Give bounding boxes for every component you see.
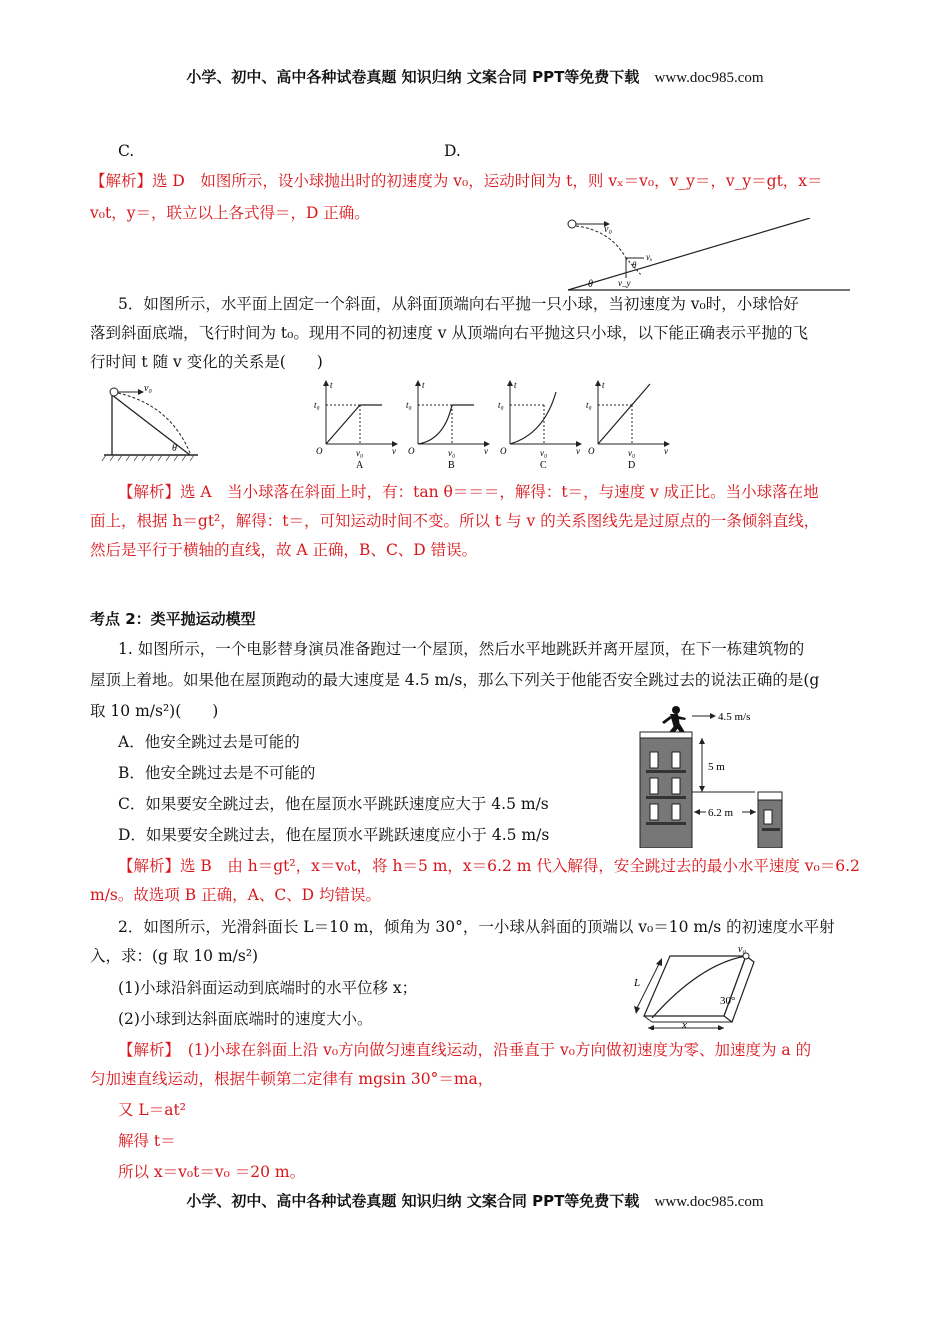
svg-text:v₀: v₀	[628, 448, 636, 458]
svg-text:t: t	[514, 380, 517, 390]
s2-q1-solution-line2: m/s。故选项 B 正确，A、C、D 均错误。	[90, 886, 382, 904]
s2-q1-option-c: C．如果要安全跳过去，他在屋顶水平跳跃速度应大于 4.5 m/s	[118, 795, 549, 813]
s2-q2-solution-line2: 匀加速直线运动，根据牛顿第二定律有 mgsin 30°＝ma，	[90, 1070, 494, 1088]
ball-icon	[568, 220, 576, 228]
graph-b	[406, 380, 490, 470]
angle-label: 30°	[720, 995, 736, 1007]
svg-text:t₀: t₀	[314, 400, 320, 410]
svg-text:t₀: t₀	[586, 400, 592, 410]
s2-q2-sub2: (2)小球到达斜面底端时的速度大小。	[118, 1010, 373, 1028]
svg-text:t₀: t₀	[498, 400, 504, 410]
q4-solution-line1: 【解析】选 D 如图所示，设小球抛出时的初速度为 v₀，运动时间为 t，则 vₓ＝v₀，v_y＝，v_y＝gt，x＝	[90, 172, 823, 190]
svg-text:v: v	[576, 446, 580, 456]
svg-text:O: O	[588, 446, 595, 456]
svg-text:v₀: v₀	[356, 448, 364, 458]
graph-d-label: D	[628, 460, 636, 470]
vx-label: vₓ	[646, 252, 653, 262]
L-label: L	[634, 977, 641, 989]
q5-graph-d	[584, 378, 684, 470]
page-footer	[0, 1190, 950, 1211]
svg-text:t: t	[330, 380, 333, 390]
inclined-plane-figure	[620, 942, 760, 1030]
q5-line2: 落到斜面底端，飞行时间为 t₀。现用不同的初速度 v 从顶端向右平抛这只小球，以下能正确表示平抛的飞	[90, 324, 808, 342]
s2-q2-solution-line5: 所以 x＝v₀t＝v₀ ＝20 m。	[118, 1163, 306, 1181]
s2-q1-solution-line1: 【解析】选 B 由 h＝gt²，x＝v₀t，将 h＝5 m，x＝6.2 m 代入解得，安全跳过去的最小水平速度 v₀＝6.2	[118, 857, 860, 875]
graph-a-label: A	[356, 460, 364, 470]
theta-label-1: θ	[632, 260, 637, 270]
svg-text:t₀: t₀	[406, 400, 412, 410]
svg-text:v: v	[484, 446, 488, 456]
header-text: 小学、初中、高中各种试卷真题 知识归纳 文案合同 PPT等免费下载	[186, 68, 640, 86]
q5-incline-figure	[100, 385, 200, 463]
s2-q2-line2: 入，求：(g 取 10 m/s²)	[90, 947, 259, 965]
svg-text:O: O	[316, 446, 323, 456]
s2-q1-option-a: A．他安全跳过去是可能的	[118, 733, 300, 751]
graph-a	[314, 380, 398, 470]
s2-q1-line3: 取 10 m/s²)( )	[90, 702, 219, 720]
s2-q1-option-b: B．他安全跳过去是不可能的	[118, 764, 316, 782]
svg-text:t: t	[602, 380, 605, 390]
gap-label: 6.2 m	[708, 807, 734, 819]
s2-q2-sub1: (1)小球沿斜面运动到底端时的水平位移 x；	[118, 979, 418, 997]
svg-text:v: v	[664, 446, 668, 456]
q5-line1: 5．如图所示，水平面上固定一个斜面，从斜面顶端向右平抛一只小球，当初速度为 v₀时，小球恰好	[118, 295, 799, 313]
q5-line3: 行时间 t 随 v 变化的关系是( )	[90, 353, 323, 371]
header-url[interactable]: www.doc985.com	[654, 70, 764, 86]
s2-q2-solution-line3: 又 L＝at²	[118, 1101, 186, 1119]
q5-solution-line2: 面上，根据 h＝gt²，解得：t＝，可知运动时间不变。所以 t 与 v 的关系图线先是过原点的一条倾斜直线，	[90, 512, 820, 530]
section-title: 考点 2：类平抛运动模型	[90, 610, 256, 628]
page-header	[0, 66, 950, 87]
height-label: 5 m	[708, 761, 725, 773]
s2-q1-line2: 屋顶上着地。如果他在屋顶跑动的最大速度是 4.5 m/s，那么下列关于他能否安全跳过去的说法正确的是(g	[90, 671, 820, 689]
svg-text:v: v	[392, 446, 396, 456]
graph-c	[498, 380, 582, 470]
svg-text:O: O	[408, 446, 415, 456]
s2-q1-option-d: D．如果要安全跳过去，他在屋顶水平跳跃速度应小于 4.5 m/s	[118, 826, 550, 844]
footer-url[interactable]: www.doc985.com	[654, 1194, 764, 1210]
s2-q2-line1: 2．如图所示，光滑斜面长 L＝10 m，倾角为 30°，一小球从斜面的顶端以 v₀＝10 m/s 的初速度水平射	[118, 918, 835, 936]
option-c: C.	[118, 142, 135, 160]
theta-label-2: θ	[588, 279, 593, 290]
v0-label: v₀	[604, 224, 612, 235]
s2-q1-line1: 1. 如图所示，一个电影替身演员准备跑过一个屋顶，然后水平地跳跃并离开屋顶，在下一栋建筑物的	[118, 640, 805, 658]
svg-text:v₀: v₀	[448, 448, 456, 458]
q4-solution-line2: v₀t，y＝，联立以上各式得＝，D 正确。	[90, 204, 370, 222]
svg-text:O: O	[500, 446, 507, 456]
v0-label: v₀	[738, 944, 746, 955]
graph-b-label: B	[448, 460, 455, 470]
footer-text: 小学、初中、高中各种试卷真题 知识归纳 文案合同 PPT等免费下载	[186, 1192, 640, 1210]
vy-label: v_y	[618, 278, 631, 288]
trajectory-path	[576, 226, 626, 258]
buildings-figure	[630, 702, 790, 848]
ball-icon	[110, 388, 118, 396]
v0-label: v₀	[144, 385, 152, 394]
q5-solution-line3: 然后是平行于横轴的直线，故 A 正确，B、C、D 错误。	[90, 541, 478, 559]
s2-q2-solution-line1: 【解析】 (1)小球在斜面上沿 v₀方向做匀速直线运动，沿垂直于 v₀方向做初速度为零、加速度为 a 的	[118, 1041, 812, 1059]
svg-text:t: t	[422, 380, 425, 390]
svg-text:v₀: v₀	[540, 448, 548, 458]
x-label: x	[682, 1019, 687, 1030]
s2-q2-solution-line4: 解得 t＝	[118, 1132, 176, 1150]
graph-c-label: C	[540, 460, 547, 470]
theta-label: θ	[172, 443, 177, 454]
speed-label: 4.5 m/s	[718, 711, 751, 723]
q4-projectile-figure	[560, 218, 860, 298]
q5-graphs	[312, 378, 592, 470]
option-d: D.	[444, 142, 461, 160]
q5-solution-line1: 【解析】选 A 当小球落在斜面上时，有：tan θ＝＝＝，解得：t＝，与速度 v 成正比。当小球落在地	[118, 483, 819, 501]
